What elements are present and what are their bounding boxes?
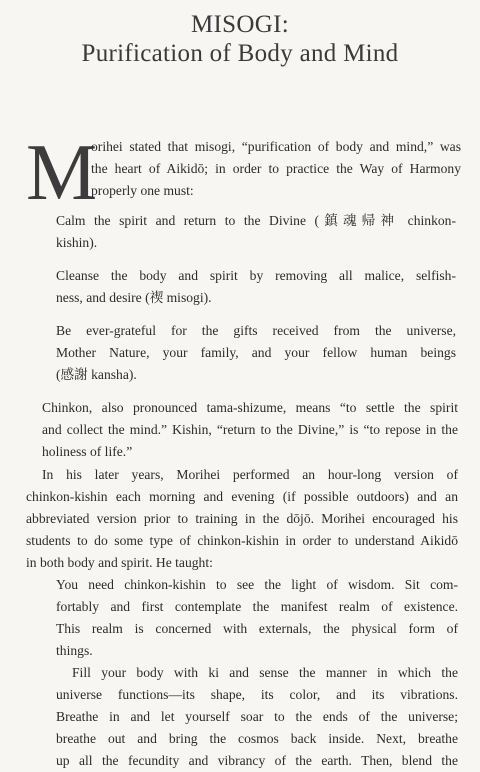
paragraph-chinkon-meaning [42,397,458,463]
quote-line: things. [56,643,93,658]
quote-line: Fill your body with ki and sense the manner in which the [72,665,458,680]
practice-line: ness, and desire (禊 misogi). [56,290,212,305]
paragraph-later-years [26,464,458,574]
paragraph-line: in both body and spirit. He taught: [26,555,213,570]
quote-line: breathe out and bring the cosmos back inside. Next, breathe [56,731,458,746]
intro-line: properly one must: [91,183,194,198]
intro-line: the heart of Aikidō; in order to practice the Way of Harmony [91,161,461,176]
paragraph-line: holiness of life.” [42,444,133,459]
quote-line: universe functions—its shape, its color, and its vibrations. [56,687,458,702]
quote-line: This realm is concerned with externals, the physical form of [56,621,458,636]
paragraph-line: and collect the mind.” Kishin, “return to the Divine,” is “to repose in the [42,422,458,437]
paragraph-line: In his later years, Morihei performed an hour-long version of [42,467,458,482]
quote-line: fortably and first contemplate the manifest realm of existence. [56,599,458,614]
chapter-title-line-1: MISOGI: [191,11,289,38]
practice-line: Cleanse the body and spirit by removing all malice, selfish- [56,268,456,283]
intro-paragraph [91,136,461,202]
quote-line: You need chinkon-kishin to see the light of wisdom. Sit com- [56,577,458,592]
practice-line: Calm the spirit and return to the Divine (鎮魂帰神 chinkon- [56,213,456,228]
drop-cap: M [26,129,98,217]
practice-line: kishin). [56,235,98,250]
practice-item-chinkon-kishin [56,210,456,254]
practice-line: Be ever-grateful for the gifts received from the universe, [56,323,456,338]
intro-line: orihei stated that misogi, “purification of body and mind,” was [91,139,461,154]
practice-item-misogi [56,265,456,309]
quote-line: up all the fecundity and vibrancy of the earth. Then, blend the [56,753,458,768]
paragraph-line: abbreviated version prior to training in the dōjō. Morihei encouraged his [26,511,458,526]
practice-line: Mother Nature, your family, and your fellow human beings [56,345,456,360]
chapter-title [0,10,480,68]
quote-block [56,574,458,772]
chapter-title-line-2: Purification of Body and Mind [81,40,399,67]
paragraph-line: chinkon-kishin each morning and evening (if possible outdoors) and an [26,489,458,504]
practice-line: (感謝 kansha). [56,367,137,382]
paragraph-line: Chinkon, also pronounced tama-shizume, means “to settle the spirit [42,400,458,415]
quote-line: Breathe in and let yourself soar to the ends of the universe; [56,709,458,724]
practice-item-kansha [56,320,456,386]
paragraph-line: students to do some type of chinkon-kishin in order to understand Aikidō [26,533,458,548]
